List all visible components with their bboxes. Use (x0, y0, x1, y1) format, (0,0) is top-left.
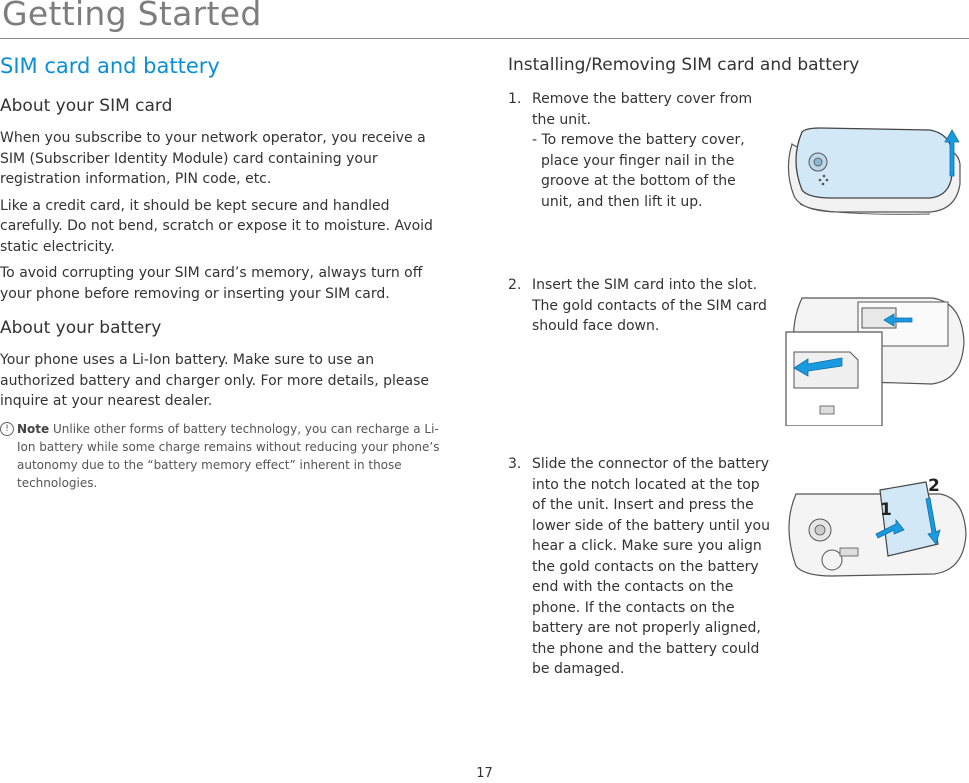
step-number: 3. (508, 456, 522, 472)
step-1 (508, 89, 773, 212)
install-heading: Installing/Removing SIM card and battery (508, 55, 860, 75)
page-number: 17 (476, 766, 493, 781)
speaker-icon (819, 179, 822, 182)
info-icon: ! (0, 422, 14, 436)
step-2 (508, 275, 773, 337)
sim-paragraph-1: When you subscribe to your network operator, you receive a SIM (Subscriber Identity Module) card containing your registration information, PIN code, etc. (0, 130, 426, 187)
sim-card-heading: About your SIM card (0, 96, 173, 116)
section-title: SIM card and battery (0, 54, 220, 78)
step-label-1: 1 (880, 500, 892, 520)
note-label: Note (17, 421, 50, 436)
left-column (0, 54, 450, 492)
step-number: 2. (508, 277, 522, 293)
page-header-title: Getting Started (2, 0, 262, 33)
note-text: Unlike other forms of battery technology, you can recharge a Li-Ion battery while some charge remains without reducing your phone’s autonomy due to the “battery memory effect” inherent in those technologies. (17, 421, 440, 490)
sim-paragraph-2: Like a credit card, it should be kept secure and handled carefully. Do not bend, scratch or expose it to moisture. Avoid static electricity. (0, 197, 433, 255)
step-text: Remove the battery cover from the unit. (532, 91, 753, 128)
header-divider (0, 38, 969, 39)
right-column (508, 55, 969, 677)
step-label-2: 2 (928, 476, 940, 496)
sim-paragraph-3: To avoid corrupting your SIM card’s memory, always turn off your phone before removing or inserting your SIM card. (0, 265, 423, 302)
step-text: Slide the connector of the battery into the notch located at the top of the unit. Insert and press the lower side of the battery until you hear a click. Make sure you align the gold contacts on the battery end with the contacts on the phone. If the contacts on the battery are not properly aligned, the phone and the battery could be damaged. (532, 456, 770, 677)
step-number: 1. (508, 91, 522, 107)
sim-insert-illustration (782, 292, 966, 426)
step-subtext: - To remove the battery cover, place your finger nail in the groove at the bottom of the unit, and then lift it up. (532, 132, 745, 210)
step-text: Insert the SIM card into the slot. The gold contacts of the SIM card should face down. (532, 277, 767, 334)
battery-insert-illustration (780, 474, 968, 580)
step-3 (508, 454, 773, 680)
note-block (0, 420, 442, 492)
battery-paragraph: Your phone uses a Li-Ion battery. Make sure to use an authorized battery and charger only. For more details, please inquire at your nearest dealer. (0, 352, 430, 409)
battery-cover-illustration (780, 124, 966, 216)
battery-heading: About your battery (0, 318, 162, 338)
